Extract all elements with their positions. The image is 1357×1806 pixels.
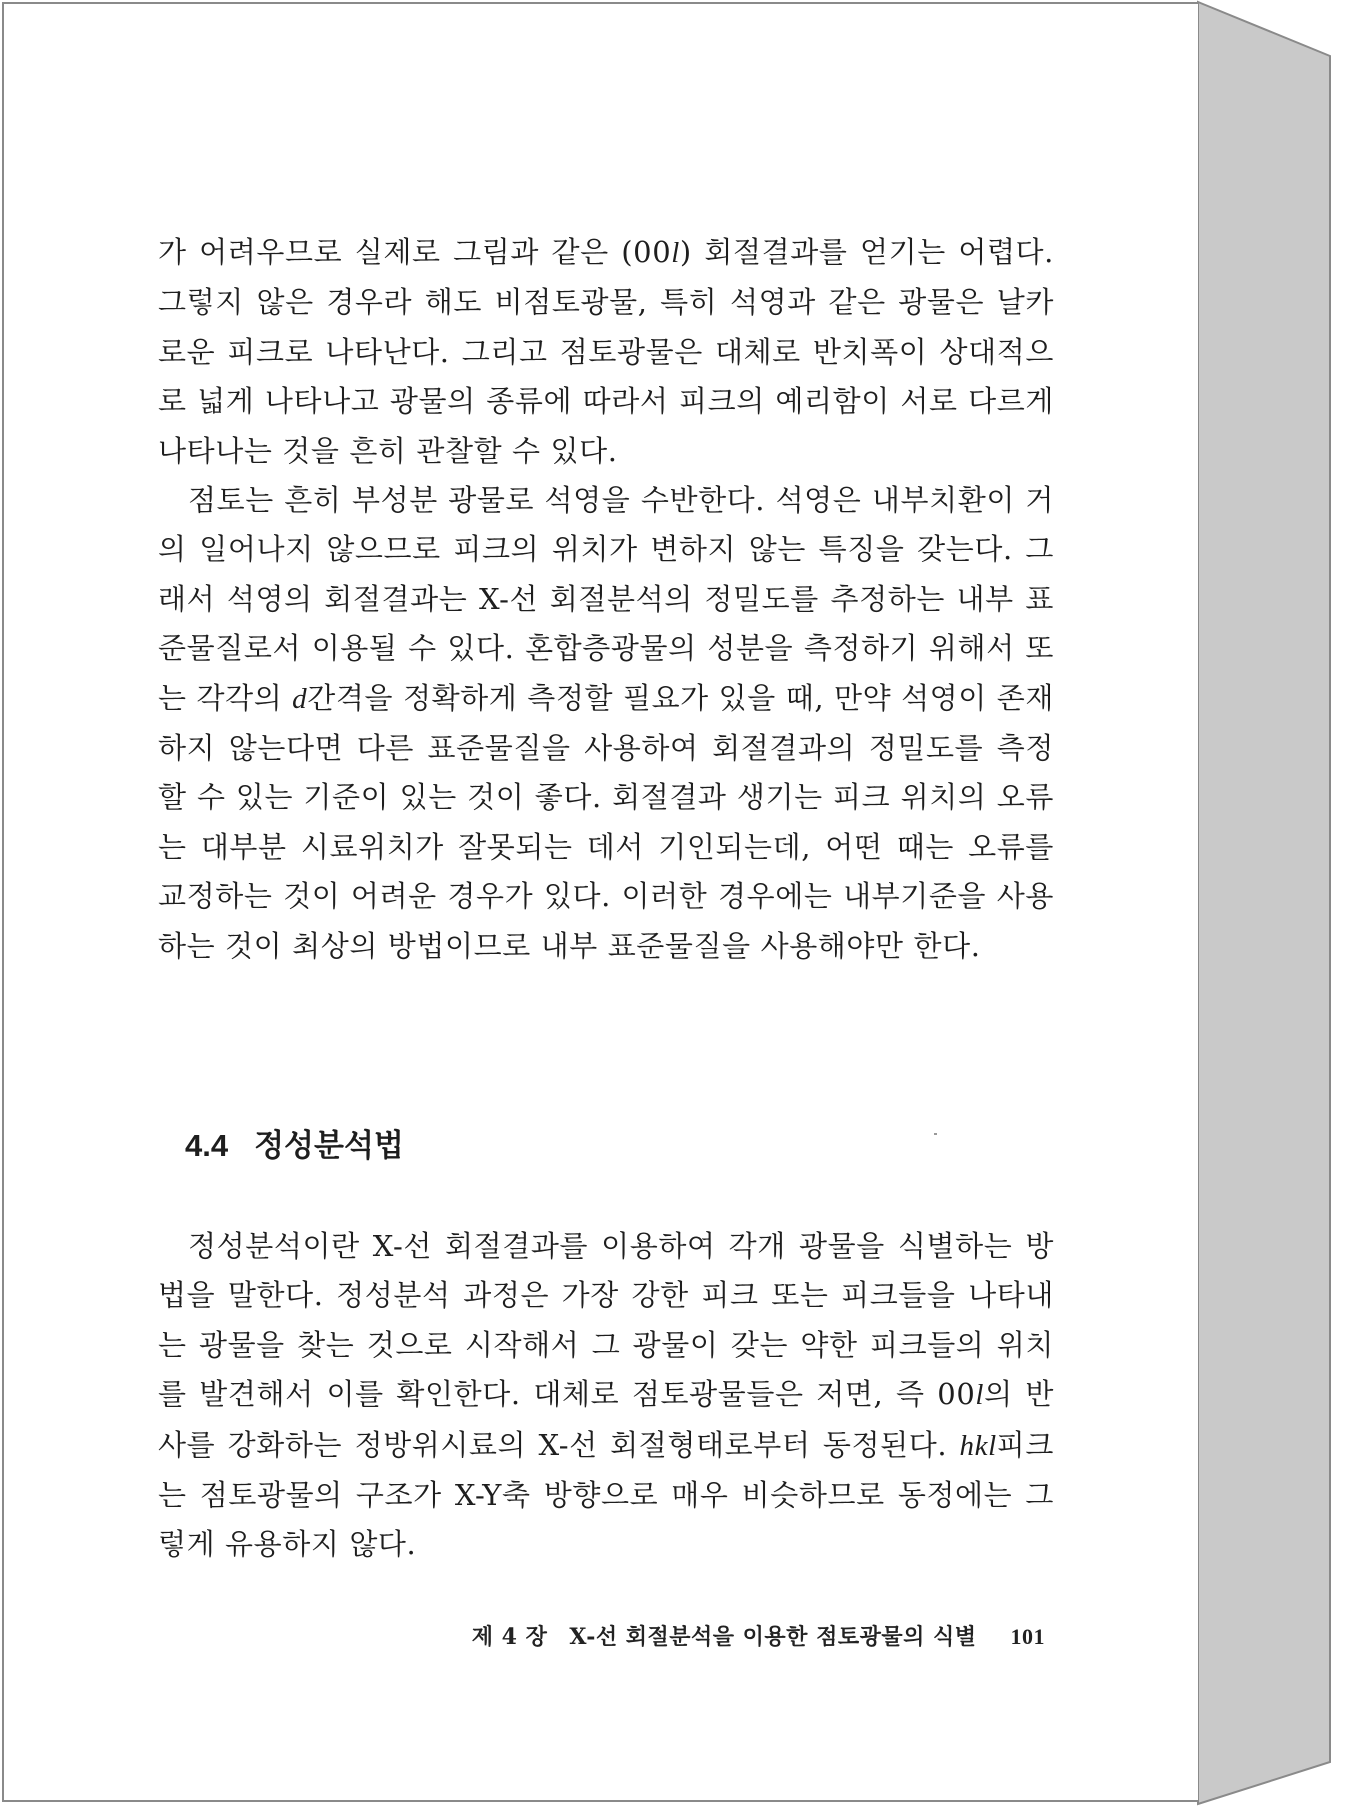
section-title: 정성분석법 <box>254 1128 404 1164</box>
body-text-top <box>158 228 1054 971</box>
text-run: ) 회절결과를 얻기는 어렵다. 그렇지 않은 경우라 해도 비점토광물, 특히 석영과 같은 광물은 날카로운 피크로 나타난다. 그리고 점토광물은 대체로 반치폭이 상대적으로 넓게 나타나고 광물의 종류에 따라서 피크의 예리함이 서로 다르게 나타나는 것을 흔히 관찰할 수 있다. <box>158 235 1054 468</box>
body-text-bottom <box>158 1222 1054 1570</box>
text-run: 의 반사를 강화하는 정방위시료의 X-선 회절형태로부터 동정된다. <box>158 1377 1054 1462</box>
scan-speck <box>934 1133 937 1135</box>
math-symbol: l <box>975 1379 985 1412</box>
page-number: 101 <box>1010 1624 1045 1649</box>
text-run: 가 어려우므로 실제로 그림과 같은 (00 <box>158 235 672 269</box>
paragraph <box>158 228 1054 476</box>
math-symbol: l <box>671 237 680 269</box>
text-run: 간격을 정확하게 측정할 필요가 있을 때, 만약 석영이 존재하지 않는다면 다른 표준물질을 사용하여 회절결과의 정밀도를 측정할 수 있는 기준이 있는 것이 좋다. 회절결과 생기는 피크 위치의 오류는 대부분 시료위치가 잘못되는 데서 기인되는데, 어떤 때는 오류를 교정하는 것이 어려운 경우가 있다. 이러한 경우에는 내부기준을 사용하는 것이 최상의 방법이므로 내부 표준물질을 사용해야만 한다. <box>158 680 1054 963</box>
running-footer <box>472 1620 1045 1651</box>
text-run: 정성분석이란 X-선 회절결과를 이용하여 각개 광물을 식별하는 방법을 말한다. 정성분석 과정은 가장 강한 피크 또는 피크들을 나타내는 광물을 찾는 것으로 시작해서 그 광물이 갖는 약한 피크들의 위치를 발견해서 이를 확인한다. 대체로 점토광물들은 저면, 즉 00 <box>158 1229 1054 1412</box>
footer-chapter: 제 4 장 <box>471 1624 548 1650</box>
footer-title: X-선 회절분석을 이용한 점토광물의 식별 <box>569 1624 977 1650</box>
section-number: 4.4 <box>185 1128 229 1163</box>
text-run: 점토는 흔히 부성분 광물로 석영을 수반한다. 석영은 내부치환이 거의 일어나지 않으므로 피크의 위치가 변하지 않는 특징을 갖는다. 그래서 석영의 회절결과는 X-선 회절분석의 정밀도를 추정하는 내부 표준물질로서 이용될 수 있다. 혼합층광물의 성분을 측정하기 위해서 또는 각각의 <box>158 483 1054 715</box>
text-run: 피크는 점토광물의 구조가 X-Y축 방향으로 매우 비슷하므로 동정에는 그렇게 유용하지 않다. <box>158 1427 1054 1562</box>
paragraph <box>158 476 1054 971</box>
math-symbol: hkl <box>959 1429 997 1462</box>
paragraph <box>158 1222 1054 1570</box>
section-heading <box>185 1120 404 1165</box>
math-symbol: d <box>292 682 308 715</box>
